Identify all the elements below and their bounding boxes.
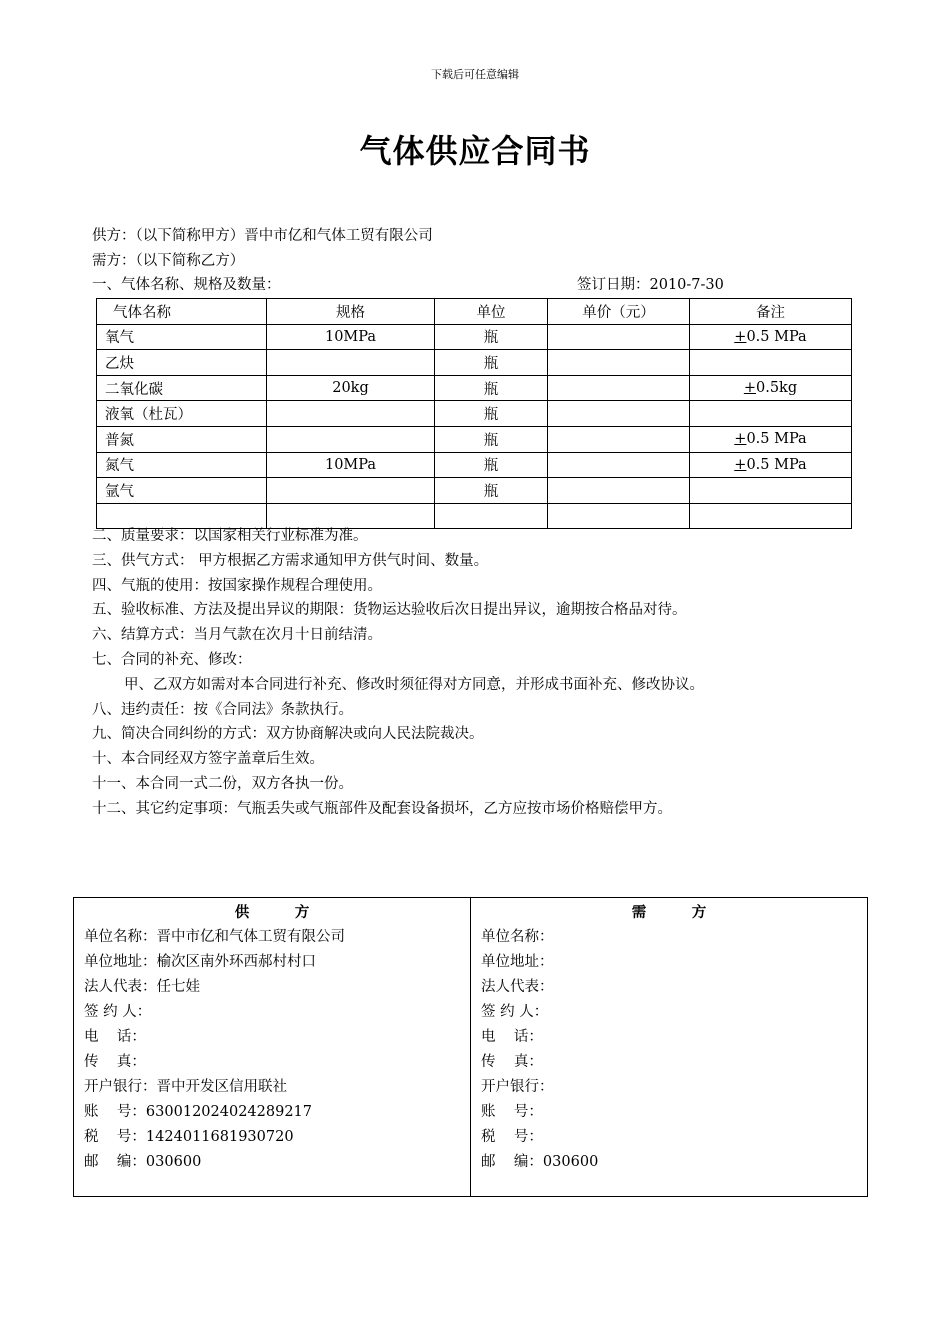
table-row: [97, 375, 852, 401]
plus-minus-sign: +: [734, 328, 747, 345]
clause-line: 五、验收标准、方法及提出异议的期限：货物运达验收后次日提出异议，逾期按合格品对待。: [92, 602, 687, 619]
table-row: [97, 324, 852, 350]
buyer-line: 需方：（以下简称乙方）: [92, 253, 245, 269]
header-spec: 规格: [267, 299, 435, 325]
cell-spec: 20kg: [267, 375, 435, 401]
supplier-info-line: 单位名称：晋中市亿和气体工贸有限公司: [84, 929, 345, 945]
note-value: 0.5 MPa: [746, 328, 807, 345]
cell-spec: [267, 426, 435, 452]
table-row: [97, 478, 852, 504]
cell-price: [548, 401, 690, 427]
buyer-info-line: 账 号：: [481, 1104, 543, 1120]
section-1-heading: 一、气体名称、规格及数量：: [92, 277, 281, 293]
clause-line: 十、本合同经双方签字盖章后生效。: [92, 751, 324, 768]
plus-minus-sign: +: [734, 431, 747, 448]
supplier-info-line: 法人代表：任七娃: [84, 979, 200, 995]
cell-price: [548, 503, 690, 529]
cell-spec: 10MPa: [267, 324, 435, 350]
buyer-info-line: 开户银行：: [481, 1079, 554, 1095]
header-gas-name: 气体名称: [97, 299, 267, 325]
supplier-info-line: 账 号：630012024024289217: [84, 1104, 312, 1120]
clause-line: 甲、乙双方如需对本合同进行补充、修改时须征得对方同意，并形成书面补充、修改协议。: [124, 676, 704, 693]
cell-unit: 瓶: [435, 478, 548, 504]
header-note: 下载后可任意编辑: [431, 68, 519, 81]
note-value: 0.5 MPa: [746, 456, 807, 473]
buyer-info-line: 签 约 人：: [481, 1004, 549, 1020]
cell-gas-name: 氧气: [97, 324, 267, 350]
buyer-column: [470, 898, 867, 1196]
cell-price: [548, 478, 690, 504]
cell-spec: 10MPa: [267, 452, 435, 478]
table-row: [97, 452, 852, 478]
header-price: 单价（元）: [548, 299, 690, 325]
buyer-info-line: 单位地址：: [481, 954, 554, 970]
buyer-info-line: 单位名称：: [481, 929, 554, 945]
table-header-row: [97, 299, 852, 325]
cell-unit: 瓶: [435, 350, 548, 376]
supplier-info-line: 邮 编：030600: [84, 1154, 202, 1170]
header-unit: 单位: [435, 299, 548, 325]
cell-gas-name: 乙炔: [97, 350, 267, 376]
buyer-info-line: 税 号：: [481, 1129, 543, 1145]
supplier-info-line: 单位地址：榆次区南外环西郝村村口: [84, 954, 316, 970]
cell-unit: 瓶: [435, 401, 548, 427]
supplier-info-line: 传 真：: [84, 1054, 146, 1070]
table-row: [97, 426, 852, 452]
cell-unit: [435, 503, 548, 529]
clause-line: 八、违约责任：按《合同法》条款执行。: [92, 701, 353, 718]
clause-line: 四、气瓶的使用：按国家操作规程合理使用。: [92, 577, 382, 594]
note-value: 0.5 MPa: [746, 431, 807, 448]
cell-gas-name: 氩气: [97, 478, 267, 504]
clause-line: 十一、本合同一式二份，双方各执一份。: [92, 776, 353, 792]
cell-note: [690, 401, 852, 427]
parties-box: [73, 897, 868, 1197]
cell-note: [690, 452, 852, 478]
cell-spec: [267, 478, 435, 504]
plus-minus-sign: +: [734, 456, 747, 473]
buyer-title: 需 方: [631, 904, 707, 921]
clause-line: 七、合同的补充、修改：: [92, 652, 252, 668]
cell-gas-name: 二氧化碳: [97, 375, 267, 401]
buyer-info-line: 传 真：: [481, 1054, 543, 1070]
cell-note: [690, 426, 852, 452]
supplier-info-line: 税 号：1424011681930720: [84, 1129, 294, 1145]
note-value: 0.5kg: [756, 380, 798, 397]
cell-unit: 瓶: [435, 324, 548, 350]
cell-note: [690, 478, 852, 504]
cell-note: [690, 350, 852, 376]
gas-table: [96, 298, 852, 529]
cell-note: [690, 503, 852, 529]
cell-price: [548, 350, 690, 376]
cell-note: [690, 324, 852, 350]
cell-gas-name: 氮气: [97, 452, 267, 478]
cell-spec: [267, 350, 435, 376]
buyer-info-line: 邮 编：030600: [481, 1154, 599, 1170]
buyer-info-line: 电 话：: [481, 1029, 543, 1045]
cell-spec: [267, 401, 435, 427]
cell-gas-name: 液氧（杜瓦）: [97, 401, 267, 427]
supplier-info-line: 开户银行：晋中开发区信用联社: [84, 1079, 287, 1095]
cell-price: [548, 452, 690, 478]
table-row: [97, 401, 852, 427]
buyer-info-line: 法人代表：: [481, 979, 554, 995]
clause-line: 十二、其它约定事项：气瓶丢失或气瓶部件及配套设备损坏，乙方应按市场价格赔偿甲方。: [92, 800, 672, 817]
cell-note: [690, 375, 852, 401]
section-1-row: [92, 273, 852, 298]
header-note: 备注: [690, 299, 852, 325]
cell-unit: 瓶: [435, 452, 548, 478]
supplier-info-line: 签 约 人：: [84, 1004, 152, 1020]
supplier-info-line: 电 话：: [84, 1029, 146, 1045]
page-title: 气体供应合同书: [359, 132, 591, 170]
cell-gas-name: 普氮: [97, 426, 267, 452]
cell-price: [548, 324, 690, 350]
plus-minus-sign: +: [743, 380, 756, 397]
supplier-column: [74, 898, 470, 1196]
sign-date: 签订日期：2010-7-30: [577, 277, 724, 293]
table-row: [97, 350, 852, 376]
supplier-line: 供方：（以下简称甲方）晋中市亿和气体工贸有限公司: [92, 228, 433, 244]
cell-price: [548, 375, 690, 401]
clause-line: 三、供气方式： 甲方根据乙方需求通知甲方供气时间、数量。: [92, 552, 489, 569]
cell-unit: 瓶: [435, 375, 548, 401]
cell-unit: 瓶: [435, 426, 548, 452]
supplier-title: 供 方: [234, 904, 310, 921]
clause-line: 二、质量要求：以国家相关行业标准为准。: [92, 528, 368, 544]
clause-line: 九、简决合同纠纷的方式：双方协商解决或向人民法院裁决。: [92, 726, 484, 743]
cell-price: [548, 426, 690, 452]
clause-line: 六、结算方式：当月气款在次月十日前结清。: [92, 627, 382, 644]
